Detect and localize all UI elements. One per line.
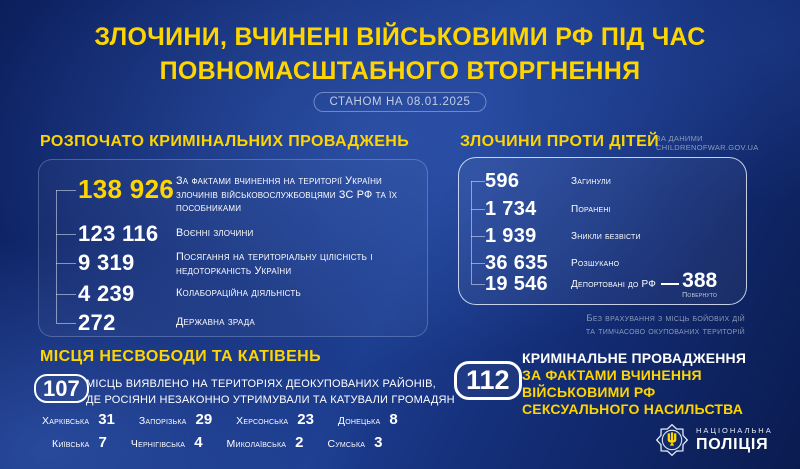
stat-row-deported xyxy=(485,269,743,299)
page-title-line2: ПОВНОМАСШТАБНОГО ВТОРГНЕННЯ xyxy=(159,57,641,85)
region-value: 7 xyxy=(98,434,107,451)
tree-tick xyxy=(471,209,485,210)
region-name: Запорізька xyxy=(138,415,187,427)
detention-count-badge: 107 xyxy=(34,374,89,403)
data-source-line2: CHILDRENOFWAR.GOV.UA xyxy=(656,143,759,152)
sexual-violence-line3: ВІЙСЬКОВИМИ РФ xyxy=(522,384,656,400)
stat-label: Воєнні злочини xyxy=(176,227,254,239)
footnote-line1: Без врахування з місць бойових дій xyxy=(586,313,745,324)
footnote-line2: та тимчасово окупованих територій xyxy=(585,325,745,337)
region-item xyxy=(227,434,304,451)
region-value: 23 xyxy=(297,411,314,428)
stat-label: Загинули xyxy=(571,176,612,187)
stat-value: 1 734 xyxy=(485,198,537,220)
stat-row xyxy=(485,169,743,193)
police-logo-text xyxy=(696,426,773,454)
stat-row xyxy=(485,197,743,221)
children-crimes-header: ЗЛОЧИНИ ПРОТИ ДІТЕЙ xyxy=(460,133,660,150)
regions-row xyxy=(42,411,462,434)
stat-label: Поранені xyxy=(571,204,611,215)
sexual-violence-line1: КРИМІНАЛЬНЕ ПРОВАДЖЕННЯ xyxy=(522,350,747,366)
tree-tick xyxy=(471,181,485,182)
stat-row xyxy=(78,250,423,278)
stat-row xyxy=(78,174,423,216)
stat-value: 19 546 xyxy=(485,273,548,295)
region-name: Миколаївська xyxy=(226,438,287,450)
region-value: 3 xyxy=(374,434,383,451)
detention-description-line1: МІСЦЬ ВИЯВЛЕНО НА ТЕРИТОРІЯХ ДЕОКУПОВАНИХ РАЙОНІВ, xyxy=(86,378,436,390)
region-name: Чернігівська xyxy=(130,438,186,450)
tree-tick xyxy=(56,263,76,264)
regions-row xyxy=(52,434,462,457)
regions-list xyxy=(42,411,462,457)
stat-row xyxy=(485,224,743,248)
returned-stat xyxy=(682,270,717,299)
page-title xyxy=(0,20,800,88)
stat-label: Колабораційна діяльність xyxy=(176,287,301,299)
tree-line xyxy=(56,190,57,323)
stat-row xyxy=(78,310,423,336)
stat-value: 1 939 xyxy=(485,225,537,247)
stat-value: 272 xyxy=(78,310,116,335)
stat-label: За фактами вчинення на території України злочинів військовослужбовцями ЗС РФ та їх пособниками xyxy=(176,175,398,214)
sexual-violence-line4: СЕКСУАЛЬНОГО НАСИЛЬСТВА xyxy=(522,401,744,417)
stat-value: 4 239 xyxy=(78,281,135,306)
stat-value: 36 635 xyxy=(485,252,548,274)
region-name: Донецька xyxy=(337,415,381,427)
stat-label: Депортовані до РФ xyxy=(571,279,657,290)
stat-value: 123 116 xyxy=(78,221,159,246)
region-value: 8 xyxy=(389,411,398,428)
police-badge-icon xyxy=(656,424,688,456)
proceedings-header: РОЗПОЧАТО КРИМІНАЛЬНИХ ПРОВАДЖЕНЬ xyxy=(40,133,410,150)
region-value: 4 xyxy=(194,434,203,451)
region-name: Київська xyxy=(52,438,90,450)
region-name: Сумська xyxy=(327,438,366,450)
proceedings-panel xyxy=(38,159,428,337)
police-logo-line2: ПОЛІЦІЯ xyxy=(696,436,769,453)
children-crimes-panel xyxy=(458,157,747,305)
detention-description-line2: ДЕ РОСІЯНИ НЕЗАКОННО УТРИМУВАЛИ ТА КАТУВАЛИ ГРОМАДЯН xyxy=(86,393,455,406)
tree-tick xyxy=(471,284,485,285)
returned-label: Повернуто xyxy=(682,292,718,299)
detention-header: МІСЦЯ НЕСВОБОДИ ТА КАТІВЕНЬ xyxy=(40,348,322,365)
tree-tick xyxy=(56,234,76,235)
region-value: 29 xyxy=(195,411,213,428)
tree-tick xyxy=(56,190,76,191)
region-name: Харківська xyxy=(42,415,90,427)
region-item xyxy=(236,411,314,428)
stat-row xyxy=(78,281,423,307)
data-source-note xyxy=(656,134,759,152)
tree-tick xyxy=(56,294,76,295)
region-value: 31 xyxy=(98,411,115,428)
region-item xyxy=(327,434,382,451)
tree-tick xyxy=(471,263,485,264)
stat-label: Зникли безвісти xyxy=(571,231,641,242)
page-title-line1: ЗЛОЧИНИ, ВЧИНЕНІ ВІЙСЬКОВИМИ РФ ПІД ЧАС xyxy=(94,23,706,51)
police-logo-line1: НАЦІОНАЛЬНА xyxy=(696,426,773,435)
sexual-violence-text xyxy=(522,350,746,418)
data-source-line1: ЗА ДАНИМИ xyxy=(656,134,703,143)
returned-value: 388 xyxy=(682,269,718,292)
sexual-violence-count-badge: 112 xyxy=(454,361,522,400)
date-pill: СТАНОМ НА 08.01.2025 xyxy=(314,92,487,112)
stat-value: 9 319 xyxy=(78,250,135,275)
connector-line xyxy=(661,283,679,285)
region-item xyxy=(338,411,398,428)
region-item xyxy=(52,434,107,451)
region-item xyxy=(42,411,115,428)
stat-label: Державна зрада xyxy=(176,316,255,328)
stat-label: Посягання на територіальну цілісність і недоторканість України xyxy=(176,251,373,277)
detention-description xyxy=(86,377,455,408)
tree-line xyxy=(471,181,472,284)
stat-label: Розшукано xyxy=(571,258,620,269)
children-crimes-footnote xyxy=(455,313,745,338)
region-name: Херсонська xyxy=(236,415,289,427)
region-item xyxy=(139,411,212,428)
region-value: 2 xyxy=(295,434,304,451)
tree-tick xyxy=(56,323,76,324)
sexual-violence-line2: ЗА ФАКТАМИ ВЧИНЕННЯ xyxy=(522,367,702,383)
national-police-logo xyxy=(656,424,773,456)
stat-value: 138 926 xyxy=(78,174,175,204)
region-item xyxy=(131,434,203,451)
stat-value: 596 xyxy=(485,170,520,192)
tree-tick xyxy=(471,236,485,237)
stat-row xyxy=(78,221,423,247)
